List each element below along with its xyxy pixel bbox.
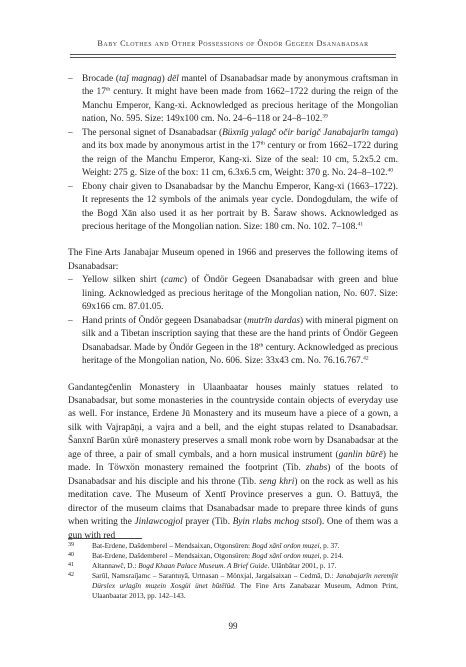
term: Jinlawcogjol <box>134 517 183 528</box>
term: dēl <box>167 74 179 84</box>
footnote-rule <box>68 538 142 539</box>
footnote: 42 Sarūl, Namsraiǰamc – Sarantuyā, Urtnasan – Mönxjal, Jargalsaixan – Cedmā, D.: Janabajarīn neremǰit Dürslex urlagīn muẓein Xosgüi ünet būtēlüd. The Fine Arts Zanabazar Museum, Admon Print, Ulaanbaatar 2013, pp. 142–143. <box>68 571 399 601</box>
list-item: – The personal signet of Dsanabadsar (Büxnīg yalagč očir barigč Janabajarīn tamga) and its box made by anonymous artist in the 17th century or from 1662–1722 during the reign of the Manchu Emperor, Kang-xi. Size of the seal: 10 cm, 5.2x5.2 cm. Weight: 275 g. Size of the box: 11 cm, 6.3x6.5 cm, Weight: 370 g. No. 24–8–102.40 <box>68 127 398 179</box>
footnote-ref[interactable]: 41 <box>357 221 364 228</box>
footnote-ref[interactable]: 40 <box>387 167 394 174</box>
running-header: Baby Clothes and Other Possessions of Öndör Gegeen Dsanabadsar <box>97 39 369 48</box>
header-rule-top <box>70 54 396 55</box>
footnote-ref[interactable]: 39 <box>322 113 328 120</box>
list-dash: – <box>68 315 73 326</box>
footnotes <box>68 541 398 602</box>
list-item: – Ebony chair given to Dsanabadsar by the Manchu Emperor, Kang-xi (1663–1722). It represents the 12 symbols of the animals year cycle. Dondogdulam, the wife of the Bogd Xān also used it as her portrait by B. Šaraw shows. Acknowledged as precious heritage of the Mongolian nation. Size: 180 cm. No. 102. 7–108.41 <box>68 181 398 232</box>
list-item: – Brocade (taǰ magnag) dēl mantel of Dsanabadsar made by anonymous craftsman in the 17th century. It might have been made from 1662–1722 during the reign of the Manchu Emperor, Kang-xi. Acknowledged as precious heritage of the Mongolian nation, No. 595. Size: 149x100 cm. No. 24–6–118 or 24–8–102.39 <box>68 74 398 125</box>
page-number: 99 <box>228 621 238 631</box>
paragraph: Gandantegčenlin Monastery in Ulaanbaatar houses mainly statues related to Dsanabadsar, but some monasteries in the countryside contain objects of everyday use as well. For instance, Erdene Jū Monastery and its museum have a piece of a gown, a silk with Vajrapāṇi, a vajra and a bell, and the eight stupas related to Dsanabadsar. Šanxnī Barūn xürē monastery preserves a small monk robe worn by Dsanabadsar at the age of three, a pair of small cymbals, and a horn musical instrument (ganlin būrē) he made. In Töwxön monastery remained the footprint (Tib. zhabs) of the boots of Dsanabadsar and his disciple and his throne (Tib. seng khri) on the rock as well as his meditation cave. The Museum of Xentī Province preserves a gun. O. Battuyā, the director of the museum claims that Dsanabadsar made to prepare three kinds of guns when writing the Jinlawcogjol prayer (Tib. Byin rlabs mchog stsol). One of them was a gun with red <box>68 382 399 541</box>
list-dash: – <box>68 181 73 192</box>
header-rule-bottom <box>70 57 396 58</box>
list-dash: – <box>68 74 73 84</box>
footnote: 39 Bat-Erdene, Dašdemberel – Mendsaixan, Otgonsüren: Bogd xānī ordon muẓei, p. 37. <box>68 541 340 550</box>
term: seng khri <box>259 476 295 487</box>
paragraph: The Fine Arts Janabajar Museum opened in 1966 and preserves the following items of Dsanabadsar: <box>68 248 398 272</box>
term: mutrīn dardas <box>247 315 301 326</box>
footnote: 40 Bat-Erdene, Dašdemberel – Mendsaixan, Otgonsüren: Bogd xānī ordon muẓei, p. 214. <box>68 551 344 561</box>
term: Byin rlabs mchog stsol <box>232 517 319 528</box>
list-item: – Hand prints of Öndör gegeen Dsanabadsar (mutrīn dardas) with mineral pigment on silk and a Tibetan inscription saying that these are the hand prints of Öndör Gegeen Dsanabadsar. Made by Öndör Gegeen in the 18th century. Acknowledged as precious heritage of the Mongolian nation, No. 606. Size: 33x43 cm. No. 76.16.767.42 <box>68 315 398 367</box>
term: camc <box>164 275 184 286</box>
list-dash: – <box>68 275 73 286</box>
term: zhabs <box>305 463 328 474</box>
footnote: 41 Altannawč, D.: Bogd Khaan Palace Museum. A Brief Guide. Ulānbātar 2001, p. 17. <box>68 561 337 571</box>
footnote-ref[interactable]: 42 <box>363 355 369 362</box>
body-text <box>68 73 398 543</box>
term: Büxnīg yalagč očir barigč Janabajarīn tamga <box>222 127 395 138</box>
list-item: – Yellow silken shirt (camc) of Öndör Gegeen Dsanabadsar with green and blue lining. Acknowledged as precious heritage of the Mongolian nation, No. 607. Size: 69x166 cm. 87.01.05. <box>68 275 398 313</box>
term: ganlin būrē <box>338 449 383 460</box>
list-dash: – <box>68 127 73 138</box>
term: taǰ magnag <box>118 74 162 84</box>
